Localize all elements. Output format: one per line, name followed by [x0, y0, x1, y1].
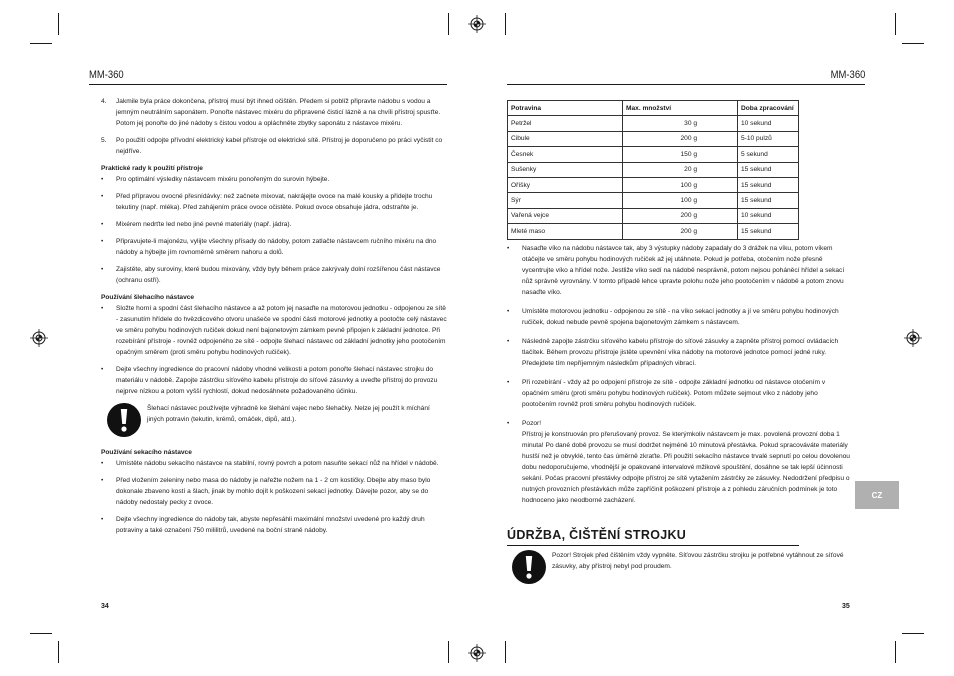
header-rule-left: [89, 84, 447, 85]
whisk-heading: Používání šlehacího nástavce: [101, 294, 195, 301]
crop-mark: [30, 43, 52, 44]
table-row: [508, 193, 799, 208]
bullet-text: Při rozebírání - vždy až po odpojení přístroje ze sítě - odpojte základní jednotku od nástavce otočením v opačném směru (proti směru pohybu hodinových ručiček). Potom můžete sejmout víko z nádoby jeho pootočením rovněž proti směru pohybu hodinových ručiček.: [522, 379, 826, 408]
bullet-icon: •: [101, 176, 104, 183]
bullet-item: [101, 458, 447, 469]
bullet-text: Dejte všechny ingredience do pracovní nádoby vhodné velikosti a potom ponořte šlehací nástavec strojku do materiálu v nádobě. Zapojte zástrčku síťového kabelu přístroje do síťové zásuvky a uveďte přístroj do provozu nejprve nízkou a potom vyšší rychlostí, dokud nedosáhnete požadovaného účinku.: [116, 366, 438, 395]
whisk-warning-text: Šlehací nástavec používejte výhradně ke šlehání vajec nebo šlehačky. Nelze jej použít k míchání jiných potravin (tekutin, krémů, omáček, dipů, atd.).: [147, 405, 430, 423]
table-cell: 200 g: [623, 208, 738, 223]
bullet-icon: •: [101, 516, 104, 523]
bullet-icon: •: [507, 338, 510, 345]
table-cell: Sýr: [508, 193, 623, 208]
bullet-text: Umístěte nádobu sekacího nástavce na stabilní, rovný povrch a potom nasuňte sekací nůž na hřídel v nádobě.: [116, 460, 439, 467]
numbered-step: [101, 135, 447, 157]
table-row: [508, 177, 799, 192]
left-page-content: [101, 96, 447, 542]
crop-mark: [902, 633, 924, 634]
bullet-text: Složte horní a spodní část šlehacího nástavce a až potom jej nasaďte na motorovou jednotku - odpojenou ze sítě - zasunutím hřídele do hvězdicového otvoru unašeče ve spodní části motorové jednotky a pootočte celý nástavec ve směru pohybu hodinových ručiček dokud není bajonetovým zámkem pevně připojen k základní jednotce. Při rozebírání přístroje - rovněž odpojeného ze sítě - odpojte šlehací nástavec od základní jednotky jeho pootočením opačným směrem (proti směru pohybu hodinových ručiček).: [116, 305, 447, 356]
registration-mark-icon: [904, 329, 922, 347]
whisk-warning: [107, 403, 447, 437]
bullet-text: Pro optimální výsledky nástavcem mixéru ponořeným do surovin hýbejte.: [116, 176, 330, 183]
bullet-item: [101, 174, 447, 185]
bullet-icon: •: [101, 221, 104, 228]
bullet-icon: •: [101, 477, 104, 484]
bullet-text: Dejte všechny ingredience do nádoby tak, abyste nepřesáhli maximální množství uvedené pro každý druh potraviny a také označení 750 mililitrů, uvedené na boční straně nádoby.: [116, 516, 425, 534]
registration-mark-icon: [468, 644, 486, 662]
bullet-item: [101, 264, 447, 286]
table-cell: 5-10 pulzů: [738, 131, 799, 146]
table-cell: 100 g: [623, 193, 738, 208]
table-cell: 15 sekund: [738, 162, 799, 177]
table-cell: Cibule: [508, 131, 623, 146]
table-cell: 15 sekund: [738, 177, 799, 192]
table-cell: 10 sekund: [738, 116, 799, 131]
caution-text: Přístroj je konstruován pro přerušovaný provoz. Se kterýmkoliv nástavcem je max. povolená provozní doba 1 minuta! Po dané době provozu se musí dodržet nejméně 10 minutová přestávka. Pokud spracováváte materiály hustší než je obvyklé, tento čas úměrně zkraťte. Při použití sekacího nástavce trvalé sepnutí po celou dovolenou dobu nedoporučujeme, vhodnější je opakované intervalové mžikové spouštění, dosáhne se tak lepší účinnosti sekání. Počas pracovní přestávky odpojte přístroj ze sítě vytažením zástrčky ze zásuvky. Nedodržení předpisu o nutných provozních přestávkách může zapříčinit poškození přístroje a z pohledu záručních podmínek je toto hodnoceno jako neodborné zacházení.: [522, 431, 850, 504]
bullet-icon: •: [101, 460, 104, 467]
table-header-cell: Potravina: [508, 101, 623, 116]
bullet-item: [101, 514, 447, 536]
bullet-icon: •: [101, 305, 104, 312]
bullet-text: Před vložením zeleniny nebo masa do nádoby je nařežte nožem na 1 - 2 cm kostičky. Dbejte aby maso bylo dokonale zbaveno kostí a šlach, jinak by mohlo dojít k poškození sekací jednotky. Dávejte pozor, aby se do nádoby nedostaly pecky z ovoce.: [116, 477, 431, 506]
step-number: 4.: [101, 98, 107, 105]
bullet-item: [101, 236, 447, 258]
bullet-icon: •: [507, 379, 510, 386]
crop-mark: [30, 633, 52, 634]
registration-mark-icon: [468, 15, 486, 33]
bullet-text: Připravujete-li majonézu, vylijte všechny přísady do nádoby, potom zatlačte nástavcem ručního mixéru na dno nádoby a hýbejte jím rovnoměrně směrem nahoru a dolů.: [116, 238, 437, 256]
table-row: [508, 224, 799, 239]
bullet-text: Nasaďte víko na nádobu nástavce tak, aby 3 výstupky nádoby zapadaly do 3 drážek na víku, potom víkem otáčejte ve směru pohybu hodinových ručiček až jej utáhnete. Pokud je potřeba, otočením nože přesně vycentrujte víko a hřídel nože. Jestliže víko sedí na nádobě nesprávně, potom nejsou poháněcí hřídel a sekací nůž správně vyrovnány. V tomto případě lehce upravte polohu nože jeho pootočením v nádobě a potom znovu nasaďte víko.: [522, 245, 845, 296]
table-cell: 200 g: [623, 224, 738, 239]
exclamation-warning-icon: [512, 550, 546, 584]
table-cell: Česnek: [508, 147, 623, 162]
table-row: [508, 208, 799, 223]
registration-mark-icon: [30, 329, 48, 347]
food-table: [507, 100, 799, 240]
bullet-item: [507, 377, 853, 410]
practical-heading: Praktické rady k použití přístroje: [101, 165, 203, 172]
section-rule: [507, 545, 799, 546]
step-text: Po použití odpojte přívodní elektrický kabel přístroje od elektrické sítě. Přístroj je doporučeno po práci vyčistit co nejdříve.: [116, 137, 443, 155]
table-cell: 10 sekund: [738, 208, 799, 223]
crop-mark: [448, 13, 449, 35]
model-name-right: MM-360: [830, 69, 865, 81]
bullet-text: Zajistěte, aby suroviny, které budou mixovány, vždy byly během práce zakrývaly dolní rozšířenou část nástavce (ochranu ostří).: [116, 266, 441, 284]
bullet-item: [101, 191, 447, 213]
exclamation-warning-icon: [107, 403, 141, 437]
bullet-icon: •: [101, 366, 104, 373]
table-row: [508, 147, 799, 162]
bullet-icon: •: [507, 420, 510, 427]
table-cell: 100 g: [623, 177, 738, 192]
numbered-step: [101, 96, 447, 129]
bullet-item: [507, 306, 853, 328]
crop-mark: [895, 641, 896, 663]
table-cell: Oříšky: [508, 177, 623, 192]
step-number: 5.: [101, 137, 107, 144]
bullet-item: [507, 336, 853, 369]
crop-mark: [902, 43, 924, 44]
table-cell: Vařená vejce: [508, 208, 623, 223]
table-cell: Mleté maso: [508, 224, 623, 239]
table-cell: 20 g: [623, 162, 738, 177]
bullet-text: Před přípravou ovocné přesnídávky: než začnete mixovat, nakrájejte ovoce na malé kousky a přidejte trochu tekutiny (např. mléka). Před zahájením práce ovoce očistěte. Pokud ovoce obsahuje jádra, odstraňte je.: [116, 193, 433, 211]
bullet-item: [507, 243, 853, 298]
table-header-cell: Doba zpracování: [738, 101, 799, 116]
table-cell: Petržel: [508, 116, 623, 131]
table-row: [508, 116, 799, 131]
crop-mark: [448, 641, 449, 663]
page-number-right: 35: [842, 603, 850, 610]
caution-label: Pozor!: [522, 420, 542, 427]
model-name-left: MM-360: [89, 69, 124, 81]
table-row: [508, 162, 799, 177]
table-header-cell: Max. množství: [623, 101, 738, 116]
crop-mark: [895, 13, 896, 35]
section-title: ÚDRŽBA, ČIŠTĚNÍ STROJKU: [507, 528, 687, 542]
bullet-item: [101, 364, 447, 397]
table-cell: 15 sekund: [738, 224, 799, 239]
crop-mark: [58, 13, 59, 35]
bullet-icon: •: [507, 308, 510, 315]
bullet-item: [101, 475, 447, 508]
maintenance-warning-block: [512, 550, 853, 584]
bullet-text: Následně zapojte zástrčku síťového kabelu přístroje do síťové zásuvky a zapněte přístroj pomocí ovládacích tlačítek. Během provozu přístroje jistěte upevnění víka nádoby na motorové jednotce pomocí jedné ruky. Předejdete tím nepříjemným následkům případných vibrací.: [522, 338, 839, 367]
bullet-text: Umístěte motorovou jednotku - odpojenou ze sítě - na víko sekací jednotky a jí ve směru pohybu hodinových ručiček, dokud nebude pevně spojena bajonetovým zámkem s nástavcem.: [522, 308, 839, 326]
right-page-content: [507, 243, 853, 512]
bullet-icon: •: [101, 193, 104, 200]
bullet-text: Mixérem nedrťte led nebo jiné pevné materiály (např. jádra).: [116, 221, 292, 228]
table-cell: 150 g: [623, 147, 738, 162]
table-cell: 5 sekund: [738, 147, 799, 162]
table-cell: 30 g: [623, 116, 738, 131]
table-cell: Sušenky: [508, 162, 623, 177]
maintenance-warning-text: Pozor! Strojek před čištěním vždy vypněte. Síťovou zástrčku strojku je potřebné vytáhnout ze síťové zásuvky, aby přístroj nebyl pod proudem.: [552, 552, 844, 570]
crop-mark: [58, 641, 59, 663]
bullet-item: [101, 219, 447, 230]
page-number-left: 34: [101, 603, 109, 610]
table-row: [508, 131, 799, 146]
crop-mark: [505, 641, 506, 663]
bullet-icon: •: [507, 245, 510, 252]
maintenance-warning: [512, 550, 853, 594]
caution-item: [507, 418, 853, 506]
table-cell: 15 sekund: [738, 193, 799, 208]
header-rule-right: [507, 84, 865, 85]
bullet-icon: •: [101, 266, 104, 273]
step-text: Jakmile byla práce dokončena, přístroj musí být ihned očištěn. Předem si poblíž připravte nádobu s vodou a jemným neutrálním saponátem. Ponořte nástavec mixéru do připravené čisticí lázně a na chvíli přístroj spusťte. Potom jej ponořte do jiné nádoby s čistou vodou a opláchněte zbytky saponátu z nástavce mixéru.: [116, 98, 441, 127]
bullet-item: [101, 303, 447, 358]
chopper-heading: Používání sekacího nástavce: [101, 449, 192, 456]
crop-mark: [505, 13, 506, 35]
bullet-icon: •: [101, 238, 104, 245]
language-tab: CZ: [855, 481, 899, 509]
table-header-row: [508, 101, 799, 116]
table-cell: 200 g: [623, 131, 738, 146]
